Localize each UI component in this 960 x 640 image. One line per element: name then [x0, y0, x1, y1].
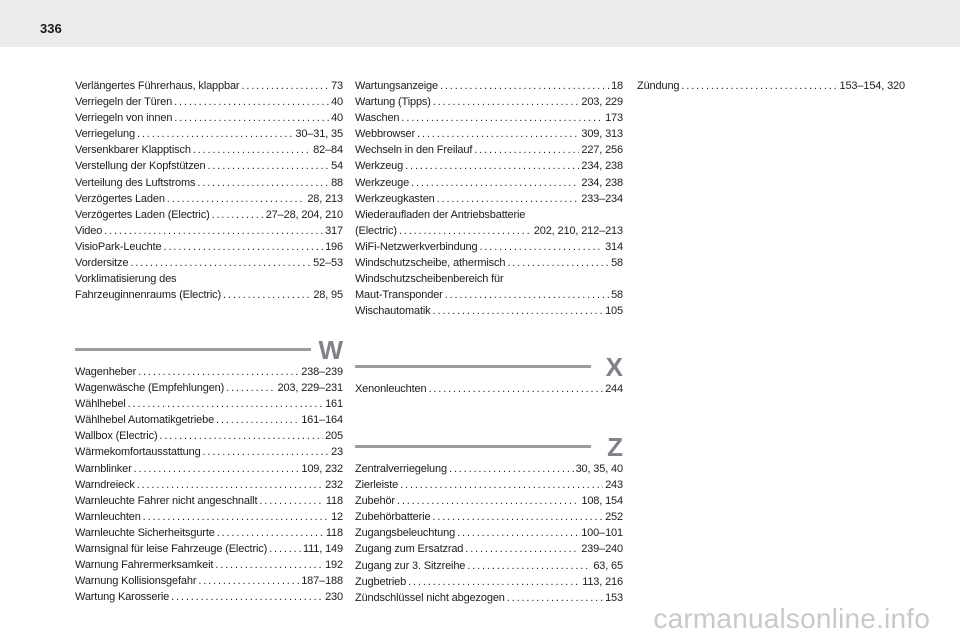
index-pages: 118: [325, 526, 343, 539]
index-pages: 202, 210, 212–213: [533, 224, 623, 237]
index-entry: [355, 239, 623, 255]
dot-leader: [226, 380, 275, 396]
dot-leader: [130, 255, 311, 271]
index-entry: [75, 541, 343, 557]
index-entry: [75, 589, 343, 605]
section-header-w: [75, 333, 343, 367]
index-term: Zubehörbatterie: [355, 511, 431, 524]
dot-leader: [507, 590, 603, 606]
index-term: Zubehör: [355, 495, 395, 508]
index-term: VisioPark-Leuchte: [75, 240, 162, 253]
index-term: Verriegelung: [75, 128, 135, 141]
index-list-w-cont: [355, 78, 623, 207]
index-term: Zugang zur 3. Sitzreihe: [355, 559, 466, 572]
index-entry: [75, 509, 343, 525]
page-number: 336: [40, 21, 62, 36]
index-term: Wagenwäsche (Empfehlungen): [75, 382, 225, 395]
index-column-2-z: [355, 461, 623, 606]
index-term: Waschen: [355, 112, 400, 125]
index-term: Verstellung der Kopfstützen: [75, 160, 206, 173]
index-entry: [75, 158, 343, 174]
dot-leader: [197, 175, 329, 191]
index-pages: 105: [605, 305, 623, 318]
index-pages: 173: [605, 112, 623, 125]
index-term: Xenonleuchten: [355, 383, 427, 395]
index-term: Webbrowser: [355, 128, 416, 141]
index-entry: [355, 590, 623, 606]
index-entry: [75, 412, 343, 428]
dot-leader: [128, 396, 323, 412]
dot-leader: [397, 493, 579, 509]
index-list-x: [355, 381, 623, 397]
index-term: Wartungsanzeige: [355, 80, 438, 92]
index-entry: [75, 110, 343, 126]
index-term: Verteilung des Luftstroms: [75, 176, 196, 189]
index-entry: [355, 142, 623, 158]
dot-leader: [432, 509, 603, 525]
index-list-v: [75, 78, 343, 271]
section-rule: [355, 365, 591, 368]
section-rule: [355, 445, 591, 448]
index-term: Wärmekomfortausstattung: [75, 446, 201, 459]
index-term: Wartung Karosserie: [75, 591, 170, 604]
dot-leader: [440, 78, 609, 94]
index-pages: 244: [605, 383, 623, 395]
dot-leader: [159, 428, 323, 444]
index-term: Warnleuchte Sicherheitsgurte: [75, 526, 215, 539]
dot-leader: [479, 239, 603, 255]
index-term: Werkzeugkasten: [355, 192, 435, 205]
index-term: Zugangsbeleuchtung: [355, 527, 456, 540]
index-entry: [75, 94, 343, 110]
index-pages: 239–240: [581, 543, 623, 556]
index-entry: [75, 380, 343, 396]
dot-leader: [507, 255, 609, 271]
index-term: Zugbetrieb: [355, 575, 407, 588]
index-entry: [75, 207, 343, 223]
index-pages: 252: [605, 511, 623, 524]
dot-leader: [212, 207, 264, 223]
index-term: Video: [75, 224, 103, 237]
index-pages: 161–164: [301, 414, 343, 427]
index-entry: [75, 396, 343, 412]
index-entry-multiline: [355, 271, 623, 303]
dot-leader: [681, 78, 837, 94]
index-pages: 108, 154: [581, 495, 623, 508]
dot-leader: [428, 381, 603, 397]
index-pages: 187–188: [301, 575, 343, 588]
index-term: Warnleuchten: [75, 510, 141, 523]
dot-leader: [143, 509, 329, 525]
index-term: Wischautomatik: [355, 305, 431, 318]
index-entry: [75, 557, 343, 573]
index-entry: [75, 191, 343, 207]
index-pages: 205: [325, 430, 343, 443]
dot-leader: [408, 574, 580, 590]
index-term: Wallbox (Electric): [75, 430, 158, 443]
index-entry: [75, 223, 343, 239]
dot-leader: [437, 191, 580, 207]
index-entry: [355, 110, 623, 126]
index-term: Warnung Fahrermerksamkeit: [75, 559, 214, 572]
index-term: Werkzeuge: [355, 176, 410, 189]
index-pages: 192: [325, 559, 343, 572]
dot-leader: [405, 158, 579, 174]
index-pages: 109, 232: [301, 462, 343, 475]
index-entry: [75, 444, 343, 460]
index-pages: 40: [331, 96, 343, 109]
dot-leader: [164, 239, 324, 255]
index-term: Verlängertes Führerhaus, klappbar: [75, 80, 240, 92]
dot-leader: [216, 412, 299, 428]
index-term: Wechseln in den Freilauf: [355, 144, 473, 157]
index-pages: 232: [325, 478, 343, 491]
index-term: Warndreieck: [75, 478, 135, 491]
index-entry: [75, 493, 343, 509]
index-entry: [75, 461, 343, 477]
index-entry-multiline: [75, 271, 343, 303]
dot-leader: [399, 223, 532, 239]
index-term: Wählhebel: [75, 398, 126, 411]
index-term: Windschutzscheibe, athermisch: [355, 257, 506, 270]
index-entry: [75, 126, 343, 142]
index-entry-line: Wiederaufladen der Antriebsbatterie: [355, 208, 526, 221]
index-entry: [355, 255, 623, 271]
dot-leader: [167, 191, 306, 207]
index-entry: [75, 142, 343, 158]
index-pages: 30, 35, 40: [575, 463, 623, 475]
dot-leader: [467, 558, 591, 574]
index-pages: 317: [325, 224, 343, 237]
index-pages: 58: [611, 257, 623, 270]
index-column-2: [355, 78, 623, 319]
section-rule: [75, 348, 311, 351]
dot-leader: [417, 126, 579, 142]
index-pages: 243: [605, 479, 623, 492]
index-term: Warnblinker: [75, 462, 132, 475]
dot-leader: [203, 444, 330, 460]
index-entry-multiline: [355, 207, 623, 239]
dot-leader: [198, 573, 299, 589]
index-term: (Electric): [355, 224, 397, 237]
index-term: Zündung: [637, 80, 680, 92]
dot-leader: [137, 126, 293, 142]
index-pages: 63, 65: [593, 559, 623, 572]
index-pages: 203, 229: [581, 96, 623, 109]
index-pages: 203, 229–231: [277, 382, 343, 395]
dot-leader: [401, 110, 603, 126]
dot-leader: [474, 142, 579, 158]
index-entry: [355, 493, 623, 509]
index-pages: 27–28, 204, 210: [265, 208, 343, 221]
index-term: Fahrzeuginnenraums (Electric): [75, 289, 222, 302]
index-term: Warnsignal für leise Fahrzeuge (Electric): [75, 543, 268, 556]
index-pages: 161: [325, 398, 343, 411]
index-term: Zündschlüssel nicht abgezogen: [355, 591, 505, 604]
index-term: Wagenheber: [75, 366, 137, 378]
index-pages: 230: [325, 591, 343, 604]
index-pages: 28, 213: [307, 192, 343, 205]
index-entry-line: Vorklimatisierung des: [75, 273, 177, 286]
index-pages: 113, 216: [582, 575, 623, 588]
index-pages: 196: [325, 240, 343, 253]
dot-leader: [433, 94, 580, 110]
section-letter: Z: [607, 432, 623, 462]
index-entry: [355, 126, 623, 142]
index-entry-line: Windschutzscheibenbereich für: [355, 273, 504, 286]
index-entry: [355, 78, 623, 94]
index-entry: [355, 381, 623, 397]
index-pages: 58: [611, 289, 623, 302]
index-pages: 153: [605, 591, 623, 604]
index-entry: [355, 477, 623, 493]
dot-leader: [223, 287, 311, 303]
index-pages: 234, 238: [581, 176, 623, 189]
dot-leader: [171, 589, 323, 605]
index-term: Verzögertes Laden (Electric): [75, 208, 210, 221]
index-term: Zugang zum Ersatzrad: [355, 543, 464, 556]
page-header-band: [0, 0, 960, 47]
index-list-w-cont-2: [355, 239, 623, 271]
dot-leader: [137, 477, 323, 493]
dot-leader: [193, 142, 311, 158]
index-entry: [355, 191, 623, 207]
index-pages: 30–31, 35: [295, 128, 343, 141]
index-entry: [355, 525, 623, 541]
index-term: Warnung Kollisionsgefahr: [75, 575, 197, 588]
index-entry: [75, 525, 343, 541]
dot-leader: [217, 525, 324, 541]
index-term: Warnleuchte Fahrer nicht angeschnallt: [75, 494, 258, 507]
index-column-2-x: [355, 381, 623, 397]
section-header-x: [355, 350, 623, 384]
index-entry: [75, 239, 343, 255]
dot-leader: [449, 461, 574, 477]
index-term: Verriegeln von innen: [75, 112, 173, 125]
index-term: Versenkbarer Klapptisch: [75, 144, 191, 157]
index-entry: [75, 175, 343, 191]
index-pages: 54: [331, 160, 343, 173]
index-pages: 118: [325, 494, 343, 507]
index-term: WiFi-Netzwerkverbindung: [355, 240, 478, 253]
dot-leader: [411, 175, 579, 191]
index-pages: 28, 95: [313, 289, 343, 302]
section-header-z: [355, 430, 623, 464]
index-entry: [355, 558, 623, 574]
index-term: Maut-Transponder: [355, 289, 443, 302]
section-letter: W: [318, 335, 343, 365]
dot-leader: [174, 110, 329, 126]
index-column-3: [637, 78, 905, 94]
index-pages: 153–154, 320: [839, 80, 905, 92]
index-pages: 314: [605, 240, 623, 253]
index-entry: [355, 461, 623, 477]
dot-leader: [207, 158, 329, 174]
dot-leader: [104, 223, 323, 239]
index-entry: [75, 428, 343, 444]
dot-leader: [457, 525, 579, 541]
index-entry: [75, 255, 343, 271]
index-list-z: [355, 461, 623, 606]
dot-leader: [445, 287, 609, 303]
index-term: Verriegeln der Türen: [75, 96, 173, 109]
dot-leader: [241, 78, 329, 94]
dot-leader: [138, 364, 299, 380]
dot-leader: [433, 303, 604, 319]
index-pages: 238–239: [301, 366, 343, 378]
index-term: Wartung (Tipps): [355, 96, 431, 109]
index-list-w: [75, 364, 343, 605]
index-pages: 73: [331, 80, 343, 92]
dot-leader: [400, 477, 603, 493]
dot-leader: [174, 94, 329, 110]
dot-leader: [465, 541, 579, 557]
index-list-w-cont-3: [355, 303, 623, 319]
index-entry: [355, 94, 623, 110]
index-entry: [355, 158, 623, 174]
index-pages: 18: [611, 80, 623, 92]
index-entry: [355, 287, 623, 303]
index-pages: 82–84: [313, 144, 343, 157]
index-pages: 227, 256: [581, 144, 623, 157]
index-term: Verzögertes Laden: [75, 192, 165, 205]
watermark: carmanualsonline.info: [653, 603, 930, 634]
index-entry: [75, 364, 343, 380]
index-pages: 40: [331, 112, 343, 125]
index-entry: [75, 287, 343, 303]
index-pages: 111, 149: [303, 543, 343, 556]
index-pages: 88: [331, 176, 343, 189]
dot-leader: [134, 461, 300, 477]
index-term: Werkzeug: [355, 160, 404, 173]
index-entry: [355, 175, 623, 191]
index-pages: 233–234: [581, 192, 623, 205]
index-entry: [637, 78, 905, 94]
index-term: Zierleiste: [355, 479, 399, 492]
dot-leader: [259, 493, 324, 509]
index-entry: [355, 509, 623, 525]
index-entry: [75, 573, 343, 589]
index-entry: [355, 574, 623, 590]
index-pages: 234, 238: [581, 160, 623, 173]
index-term: Wählhebel Automatikgetriebe: [75, 414, 215, 427]
index-list-z-cont: [637, 78, 905, 94]
index-entry: [355, 223, 623, 239]
dot-leader: [215, 557, 323, 573]
index-entry: [355, 541, 623, 557]
index-entry: [75, 477, 343, 493]
index-pages: 52–53: [313, 257, 343, 270]
index-pages: 309, 313: [581, 128, 623, 141]
index-entry: [355, 303, 623, 319]
index-pages: 23: [331, 446, 343, 459]
index-pages: 12: [331, 510, 343, 523]
index-column-1-w: [75, 364, 343, 605]
index-column-1: [75, 78, 343, 303]
index-term: Zentralverriegelung: [355, 463, 447, 475]
index-term: Vordersitze: [75, 257, 129, 270]
dot-leader: [269, 541, 301, 557]
index-entry: [75, 78, 343, 94]
section-letter: X: [605, 352, 623, 382]
index-pages: 100–101: [581, 527, 623, 540]
